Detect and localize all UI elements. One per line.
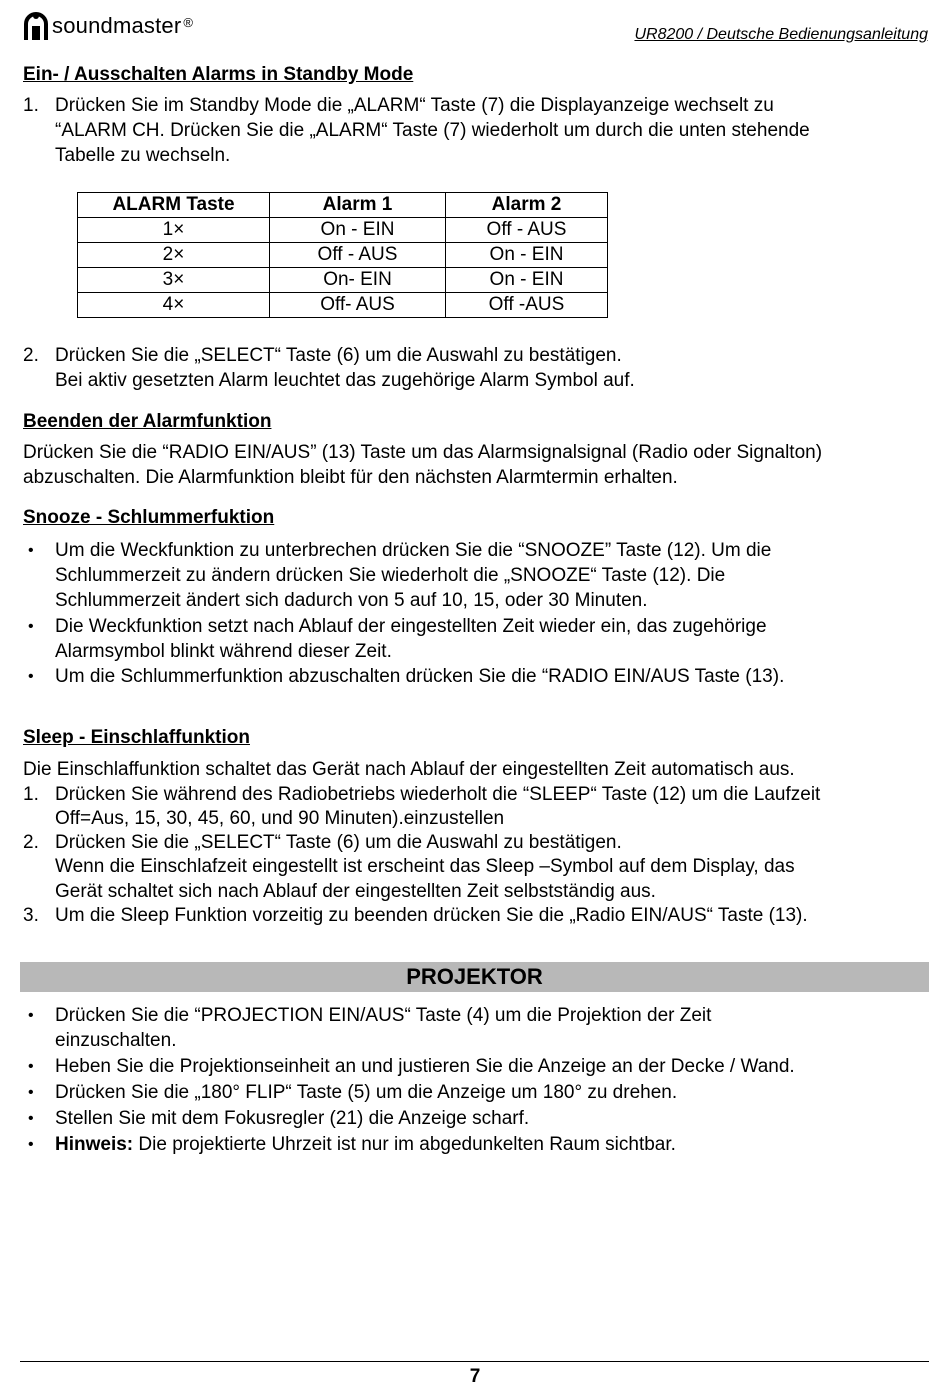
paragraph-line: “ALARM CH. Drücken Sie die „ALARM“ Taste (7) wiederholt um durch die unten stehende [55, 120, 810, 141]
table-header-cell: Alarm 1 [270, 193, 446, 218]
table-row [78, 218, 608, 243]
alarm-table [77, 192, 608, 318]
table-cell: Off- AUS [270, 293, 446, 318]
registered-mark: ® [183, 14, 193, 30]
list-number: 1. [23, 784, 39, 805]
paragraph-line: Drücken Sie die „SELECT“ Taste (6) um die Auswahl zu bestätigen. [55, 832, 622, 853]
heading-sleep: Sleep - Einschlaffunktion [23, 727, 250, 748]
table-cell: 2× [78, 243, 270, 268]
document-title: UR8200 / Deutsche Bedienungsanleitung [634, 26, 928, 43]
paragraph-line: Drücken Sie die “PROJECTION EIN/AUS“ Taste (4) um die Projektion der Zeit [55, 1005, 712, 1026]
bullet-icon: • [28, 668, 34, 685]
paragraph-line: abzuschalten. Die Alarmfunktion bleibt für den nächsten Alarmtermin erhalten. [23, 467, 678, 488]
paragraph-line: Off=Aus, 15, 30, 45, 60, und 90 Minuten).einzustellen [55, 808, 505, 829]
paragraph-line: Wenn die Einschlafzeit eingestellt ist erscheint das Sleep –Symbol auf dem Display, das [55, 856, 795, 877]
bullet-icon: • [28, 1110, 34, 1127]
note-text: Die projektierte Uhrzeit ist nur im abgedunkelten Raum sichtbar. [133, 1134, 676, 1155]
list-number: 1. [23, 95, 39, 116]
heading-stop-alarm: Beenden der Alarmfunktion [23, 411, 272, 432]
brand-name: soundmaster [52, 13, 182, 38]
table-row [78, 243, 608, 268]
paragraph-line: Die Weckfunktion setzt nach Ablauf der eingestellten Zeit wieder ein, das zugehörige [55, 616, 767, 637]
bullet-icon: • [28, 1007, 34, 1024]
paragraph-line: Alarmsymbol blinkt während dieser Zeit. [55, 641, 392, 662]
page-number: 7 [469, 1366, 481, 1387]
table-cell: 4× [78, 293, 270, 318]
paragraph-line: Stellen Sie mit dem Fokusregler (21) die Anzeige scharf. [55, 1108, 530, 1129]
table-cell: 1× [78, 218, 270, 243]
list-number: 2. [23, 345, 39, 366]
list-number: 2. [23, 832, 39, 853]
note-line [55, 1132, 676, 1157]
paragraph-line: Gerät schaltet sich nach Ablauf der eingestellten Zeit selbstständig aus. [55, 881, 656, 902]
table-cell: Off - AUS [446, 218, 608, 243]
bullet-icon: • [28, 1136, 34, 1153]
paragraph-line: Bei aktiv gesetzten Alarm leuchtet das zugehörige Alarm Symbol auf. [55, 370, 635, 391]
paragraph-line: einzuschalten. [55, 1030, 177, 1051]
paragraph-line: Um die Sleep Funktion vorzeitig zu beenden drücken Sie die „Radio EIN/AUS“ Taste (13). [55, 905, 808, 926]
paragraph-line: Schlummerzeit ändert sich dadurch von 5 auf 10, 15, oder 30 Minuten. [55, 590, 648, 611]
heading-alarm-standby: Ein- / Ausschalten Alarms in Standby Mode [23, 64, 414, 85]
paragraph-line: Die Einschlaffunktion schaltet das Gerät nach Ablauf der eingestellten Zeit automatisch aus. [23, 759, 795, 780]
paragraph-line: Um die Schlummerfunktion abzuschalten drücken Sie die “RADIO EIN/AUS Taste (13). [55, 666, 785, 687]
table-cell: Off - AUS [270, 243, 446, 268]
table-row [78, 293, 608, 318]
table-cell: On - EIN [446, 243, 608, 268]
note-label: Hinweis: [55, 1134, 134, 1155]
table-row [78, 268, 608, 293]
table-cell: On- EIN [270, 268, 446, 293]
paragraph-line: Schlummerzeit zu ändern drücken Sie wiederholt die „SNOOZE“ Taste (12). Die [55, 565, 726, 586]
table-header-cell: ALARM Taste [78, 193, 270, 218]
heading-snooze: Snooze - Schlummerfuktion [23, 507, 275, 528]
paragraph-line: Drücken Sie während des Radiobetriebs wiederholt die “SLEEP“ Taste (12) um die Laufzeit [55, 784, 821, 805]
table-cell: On - EIN [270, 218, 446, 243]
table-header-row [78, 193, 608, 218]
paragraph-line: Drücken Sie die „180° FLIP“ Taste (5) um die Anzeige um 180° zu drehen. [55, 1082, 678, 1103]
list-number: 3. [23, 905, 39, 926]
paragraph-line: Drücken Sie die “RADIO EIN/AUS” (13) Taste um das Alarmsignalsignal (Radio oder Signalton) [23, 442, 823, 463]
paragraph-line: Drücken Sie die „SELECT“ Taste (6) um die Auswahl zu bestätigen. [55, 345, 622, 366]
paragraph-line: Um die Weckfunktion zu unterbrechen drücken Sie die “SNOOZE” Taste (12). Um die [55, 540, 772, 561]
bullet-icon: • [28, 1084, 34, 1101]
paragraph-line: Tabelle zu wechseln. [55, 145, 231, 166]
table-cell: 3× [78, 268, 270, 293]
section-title-projektor: PROJEKTOR [20, 962, 929, 992]
bullet-icon: • [28, 542, 34, 559]
brand-logo [22, 10, 193, 42]
bullet-icon: • [28, 618, 34, 635]
paragraph-line: Drücken Sie im Standby Mode die „ALARM“ Taste (7) die Displayanzeige wechselt zu [55, 95, 774, 116]
paragraph-line: Heben Sie die Projektionseinheit an und justieren Sie die Anzeige an der Decke / Wand. [55, 1056, 795, 1077]
footer-divider [20, 1361, 929, 1362]
table-cell: On - EIN [446, 268, 608, 293]
table-header-cell: Alarm 2 [446, 193, 608, 218]
bullet-icon: • [28, 1058, 34, 1075]
soundmaster-logo-icon [22, 10, 50, 42]
table-cell: Off -AUS [446, 293, 608, 318]
